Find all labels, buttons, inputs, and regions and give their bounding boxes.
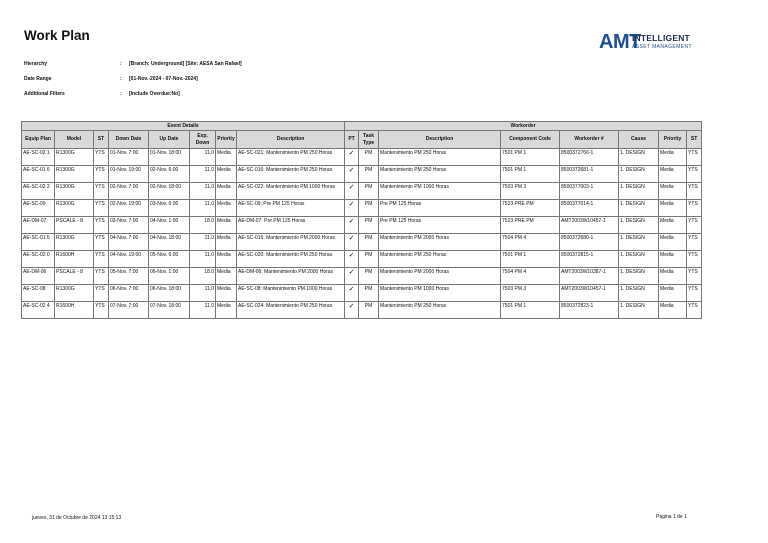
cell-priority: Media (216, 268, 237, 285)
cell-exp-down: 18.0 (190, 217, 216, 234)
filter-colon: : (120, 91, 122, 97)
filter-value: [Include Overdue:No] (129, 91, 180, 97)
cell-equip: AE-SC-02 1 (22, 149, 55, 166)
cell-equip: AE-SC-02 0 (22, 251, 55, 268)
pt-check-icon (345, 285, 359, 302)
cell-up-date: 02-Nov. 18:00 (149, 183, 190, 200)
cell-wo-st: YTS (687, 149, 702, 166)
col-description[interactable]: Description (237, 131, 345, 149)
col-pt[interactable]: PT (345, 131, 359, 149)
cell-exp-down: 11.0 (190, 183, 216, 200)
cell-wo-description: Pre PM 125 Horas (379, 200, 501, 217)
check-icon: ✓ (348, 218, 355, 225)
cell-priority: Media (216, 183, 237, 200)
cell-wo-priority: Media (659, 149, 687, 166)
cell-wo-description: Mantenimiento PM 250 Horas (379, 166, 501, 183)
cell-description: AE-SC-024: Mantenimiento PM 250 Horas (237, 302, 345, 319)
cell-wo-priority: Media (659, 217, 687, 234)
cell-up-date: 04-Nov. 18:00 (149, 234, 190, 251)
cell-up-date: 03-Nov. 6:00 (149, 200, 190, 217)
cell-component-code: 7523 PRE PM (501, 200, 560, 217)
filter-label: Date Range (24, 76, 52, 82)
filter-additional (24, 91, 424, 106)
cell-up-date: 06-Nov. 18:00 (149, 285, 190, 302)
filter-hierarchy (24, 61, 424, 76)
filter-date-range (24, 76, 424, 91)
cell-task-type: PM (359, 200, 379, 217)
col-component-code[interactable]: Component Code (501, 131, 560, 149)
cell-st: YTS (94, 166, 109, 183)
check-icon: ✓ (348, 303, 355, 310)
cell-wo-st: YTS (687, 183, 702, 200)
check-icon: ✓ (348, 286, 355, 293)
cell-exp-down: 18.0 (190, 268, 216, 285)
pt-check-icon (345, 302, 359, 319)
cell-cause: 1. DESIGN (619, 200, 659, 217)
group-workorder: Workorder (345, 122, 702, 131)
cell-task-type: PM (359, 268, 379, 285)
cell-wo-st: YTS (687, 251, 702, 268)
cell-exp-down: 11.0 (190, 302, 216, 319)
table-row[interactable] (22, 200, 702, 217)
col-model[interactable]: Model (55, 131, 94, 149)
pt-check-icon (345, 166, 359, 183)
cell-workorder-number: 8500372766-1 (560, 149, 619, 166)
cell-wo-description: Pre PM 125 Horas (379, 217, 501, 234)
filter-value: [01-Nov.-2024 - 07-Nov.-2024] (129, 76, 198, 82)
cell-workorder-number: 8500372815-1 (560, 251, 619, 268)
cell-workorder-number: 8500372681-1 (560, 166, 619, 183)
check-icon: ✓ (348, 167, 355, 174)
cell-wo-description: Mantenimiento PM 1000 Horas (379, 285, 501, 302)
check-icon: ✓ (348, 184, 355, 191)
cell-wo-description: Mantenimiento PM 2000 Horas (379, 268, 501, 285)
cell-down-date: 02-Nov. 7:00 (109, 183, 149, 200)
cell-model: R1300G (55, 166, 94, 183)
cell-component-code: 7501 PM 1 (501, 149, 560, 166)
cell-workorder-number: AMT2003W10457-1 (560, 217, 619, 234)
cell-description: AE-SC-016: Mantenimiento PM 250 Horas (237, 166, 345, 183)
cell-exp-down: 11.0 (190, 149, 216, 166)
col-st[interactable]: ST (94, 131, 109, 149)
cell-equip: AE-SC-08 (22, 285, 55, 302)
cell-model: R1600H (55, 302, 94, 319)
cell-equip: AE-SC-02 4 (22, 302, 55, 319)
cell-wo-priority: Media (659, 234, 687, 251)
cell-st: YTS (94, 149, 109, 166)
cell-cause: 1. DESIGN (619, 302, 659, 319)
cell-wo-st: YTS (687, 217, 702, 234)
cell-wo-description: Mantenimiento PM 250 Horas (379, 149, 501, 166)
cell-down-date: 04-Nov. 7:00 (109, 234, 149, 251)
cell-task-type: PM (359, 149, 379, 166)
cell-exp-down: 11.0 (190, 200, 216, 217)
cell-description: AE-SC-020: Mantenimiento PM 250 Horas (237, 251, 345, 268)
cell-down-date: 01-Nov. 7:00 (109, 149, 149, 166)
cell-wo-description: Mantenimiento PM 2000 Horas (379, 234, 501, 251)
filter-colon: : (120, 76, 122, 82)
cell-wo-description: Mantenimiento PM 250 Horas (379, 302, 501, 319)
table-row[interactable] (22, 251, 702, 268)
table-row[interactable] (22, 183, 702, 200)
col-task-type[interactable]: Task Type (359, 131, 379, 149)
cell-task-type: PM (359, 285, 379, 302)
pt-check-icon (345, 217, 359, 234)
cell-wo-st: YTS (687, 285, 702, 302)
col-cause[interactable]: Cause (619, 131, 659, 149)
cell-component-code: 7503 PM 3 (501, 183, 560, 200)
cell-component-code: 7501 PM 1 (501, 166, 560, 183)
table-row[interactable] (22, 149, 702, 166)
cell-exp-down: 11.0 (190, 166, 216, 183)
company-logo (599, 32, 697, 54)
cell-wo-priority: Media (659, 251, 687, 268)
cell-wo-st: YTS (687, 268, 702, 285)
cell-wo-description: Mantenimiento PM 250 Horas (379, 251, 501, 268)
check-icon: ✓ (348, 235, 355, 242)
cell-equip: AE-SC-01 6 (22, 166, 55, 183)
cell-workorder-number: 8500372680-1 (560, 234, 619, 251)
col-wo-st[interactable]: ST (687, 131, 702, 149)
cell-component-code: 7501 PM 1 (501, 302, 560, 319)
cell-wo-st: YTS (687, 166, 702, 183)
cell-model: R1300G (55, 183, 94, 200)
cell-task-type: PM (359, 217, 379, 234)
cell-model: R1300G (55, 285, 94, 302)
cell-component-code: 7503 PM 3 (501, 285, 560, 302)
cell-equip: AE-SC-02 2 (22, 183, 55, 200)
cell-description: AE-SC-015: Mantenimiento PM 2000 Horas (237, 234, 345, 251)
pt-check-icon (345, 149, 359, 166)
cell-wo-st: YTS (687, 302, 702, 319)
cell-equip: AE-DM-07 (22, 217, 55, 234)
cell-st: YTS (94, 268, 109, 285)
pt-check-icon (345, 183, 359, 200)
cell-st: YTS (94, 234, 109, 251)
report-filters (24, 61, 424, 106)
cell-up-date: 04-Nov. 1:00 (149, 217, 190, 234)
cell-exp-down: 11.0 (190, 285, 216, 302)
cell-priority: Media (216, 234, 237, 251)
cell-st: YTS (94, 285, 109, 302)
col-priority[interactable]: Priority (216, 131, 237, 149)
cell-st: YTS (94, 183, 109, 200)
pt-check-icon (345, 234, 359, 251)
check-icon: ✓ (348, 269, 355, 276)
cell-cause: 1. DESIGN (619, 285, 659, 302)
page-title: Work Plan (24, 28, 90, 43)
cell-model: R1600H (55, 251, 94, 268)
page-number: Página 1 de 1 (656, 514, 687, 520)
cell-task-type: PM (359, 183, 379, 200)
logo-intelligent: INTELLIGENT (632, 33, 690, 43)
cell-cause: 1. DESIGN (619, 166, 659, 183)
cell-wo-priority: Media (659, 200, 687, 217)
pt-check-icon (345, 268, 359, 285)
cell-st: YTS (94, 200, 109, 217)
cell-wo-priority: Media (659, 183, 687, 200)
col-equip-plan[interactable]: Equip Plan (22, 131, 55, 149)
cell-cause: 1. DESIGN (619, 234, 659, 251)
footer-timestamp: jueves, 31 de Octubre de 2024 13:15:13 (32, 515, 122, 521)
pt-check-icon (345, 200, 359, 217)
cell-wo-priority: Media (659, 302, 687, 319)
cell-priority: Media (216, 302, 237, 319)
cell-task-type: PM (359, 234, 379, 251)
table-row[interactable] (22, 302, 702, 319)
logo-amt: AMT (599, 31, 641, 53)
cell-description: AE-SC-08: Mantenimiento PM 1000 Horas (237, 285, 345, 302)
cell-priority: Media (216, 200, 237, 217)
cell-up-date: 07-Nov. 18:00 (149, 302, 190, 319)
cell-wo-description: Mantenimiento PM 1000 Horas (379, 183, 501, 200)
cell-st: YTS (94, 251, 109, 268)
cell-cause: 1. DESIGN (619, 251, 659, 268)
cell-st: YTS (94, 302, 109, 319)
cell-up-date: 05-Nov. 6:00 (149, 251, 190, 268)
cell-priority: Media (216, 166, 237, 183)
cell-model: R1300G (55, 200, 94, 217)
cell-task-type: PM (359, 251, 379, 268)
cell-workorder-number: 8500372823-1 (560, 302, 619, 319)
column-header-row (22, 131, 702, 149)
cell-cause: 1. DESIGN (619, 149, 659, 166)
cell-model: R1300G (55, 149, 94, 166)
cell-model: PSCALE - 8 (55, 268, 94, 285)
cell-workorder-number: 8500377003-1 (560, 183, 619, 200)
cell-cause: 1. DESIGN (619, 183, 659, 200)
check-icon: ✓ (348, 201, 355, 208)
col-wo-priority[interactable]: Priority (659, 131, 687, 149)
filter-colon: : (120, 61, 122, 67)
cell-exp-down: 11.0 (190, 234, 216, 251)
filter-value: [Branch: Underground] [Site: AESA San Rafael] (129, 61, 242, 67)
filter-label: Additional Filters (24, 91, 65, 97)
check-icon: ✓ (348, 252, 355, 259)
cell-workorder-number: AMT2003W10457-1 (560, 285, 619, 302)
cell-down-date: 05-Nov. 7:00 (109, 268, 149, 285)
cell-model: R1300G (55, 234, 94, 251)
cell-up-date: 02-Nov. 6:00 (149, 166, 190, 183)
col-up-date[interactable]: Up Date (149, 131, 190, 149)
check-icon: ✓ (348, 150, 355, 157)
cell-task-type: PM (359, 302, 379, 319)
cell-description: AE-SC-021: Mantenimiento PM 250 Horas (237, 149, 345, 166)
cell-equip: AE-SC-09 (22, 200, 55, 217)
col-exp-down[interactable]: Exp. Down (190, 131, 216, 149)
cell-down-date: 07-Nov. 7:00 (109, 302, 149, 319)
table-row[interactable] (22, 217, 702, 234)
cell-down-date: 03-Nov. 7:00 (109, 217, 149, 234)
cell-task-type: PM (359, 166, 379, 183)
table-row[interactable] (22, 234, 702, 251)
cell-up-date: 06-Nov. 1:00 (149, 268, 190, 285)
cell-priority: Media (216, 251, 237, 268)
cell-down-date: 01-Nov. 19:00 (109, 166, 149, 183)
filter-label: Hierarchy (24, 61, 48, 67)
cell-st: YTS (94, 217, 109, 234)
cell-description: AE-DM-06: Mantenimiento PM 2000 Horas (237, 268, 345, 285)
cell-component-code: 7523 PRE PM (501, 217, 560, 234)
cell-component-code: 7501 PM 1 (501, 251, 560, 268)
cell-description: AE-SC-09: Pre PM 125 Horas (237, 200, 345, 217)
cell-description: AE-SC-022: Mantenimiento PM 1000 Horas (237, 183, 345, 200)
group-event-details: Event Details (22, 122, 345, 131)
cell-wo-priority: Media (659, 285, 687, 302)
cell-up-date: 01-Nov. 18:00 (149, 149, 190, 166)
cell-component-code: 7504 PM 4 (501, 268, 560, 285)
cell-priority: Media (216, 217, 237, 234)
cell-priority: Media (216, 149, 237, 166)
col-down-date[interactable]: Down Date (109, 131, 149, 149)
table-row[interactable] (22, 268, 702, 285)
cell-workorder-number: 8500377014-1 (560, 200, 619, 217)
cell-cause: 1. DESIGN (619, 217, 659, 234)
cell-workorder-number: AMT2003W10387-1 (560, 268, 619, 285)
cell-wo-priority: Media (659, 268, 687, 285)
group-header-row (22, 122, 702, 131)
cell-equip: AE-SC-01 5 (22, 234, 55, 251)
cell-priority: Media (216, 285, 237, 302)
table-row[interactable] (22, 285, 702, 302)
cell-wo-priority: Media (659, 166, 687, 183)
cell-down-date: 06-Nov. 7:00 (109, 285, 149, 302)
cell-down-date: 02-Nov. 19:00 (109, 200, 149, 217)
cell-cause: 1. DESIGN (619, 268, 659, 285)
cell-description: AE-DM-07: Pre PM 125 Horas (237, 217, 345, 234)
cell-exp-down: 11.0 (190, 251, 216, 268)
cell-down-date: 04-Nov. 19:00 (109, 251, 149, 268)
cell-wo-st: YTS (687, 200, 702, 217)
logo-asset-management: ASSET MANAGEMENT (632, 44, 692, 50)
work-plan-table (21, 121, 702, 319)
col-workorder-number[interactable]: Workorder # (560, 131, 619, 149)
cell-component-code: 7504 PM 4 (501, 234, 560, 251)
cell-model: PSCALE - 8 (55, 217, 94, 234)
table-row[interactable] (22, 166, 702, 183)
pt-check-icon (345, 251, 359, 268)
col-wo-description[interactable]: Description (379, 131, 501, 149)
cell-equip: AE-DM-06 (22, 268, 55, 285)
cell-wo-st: YTS (687, 234, 702, 251)
